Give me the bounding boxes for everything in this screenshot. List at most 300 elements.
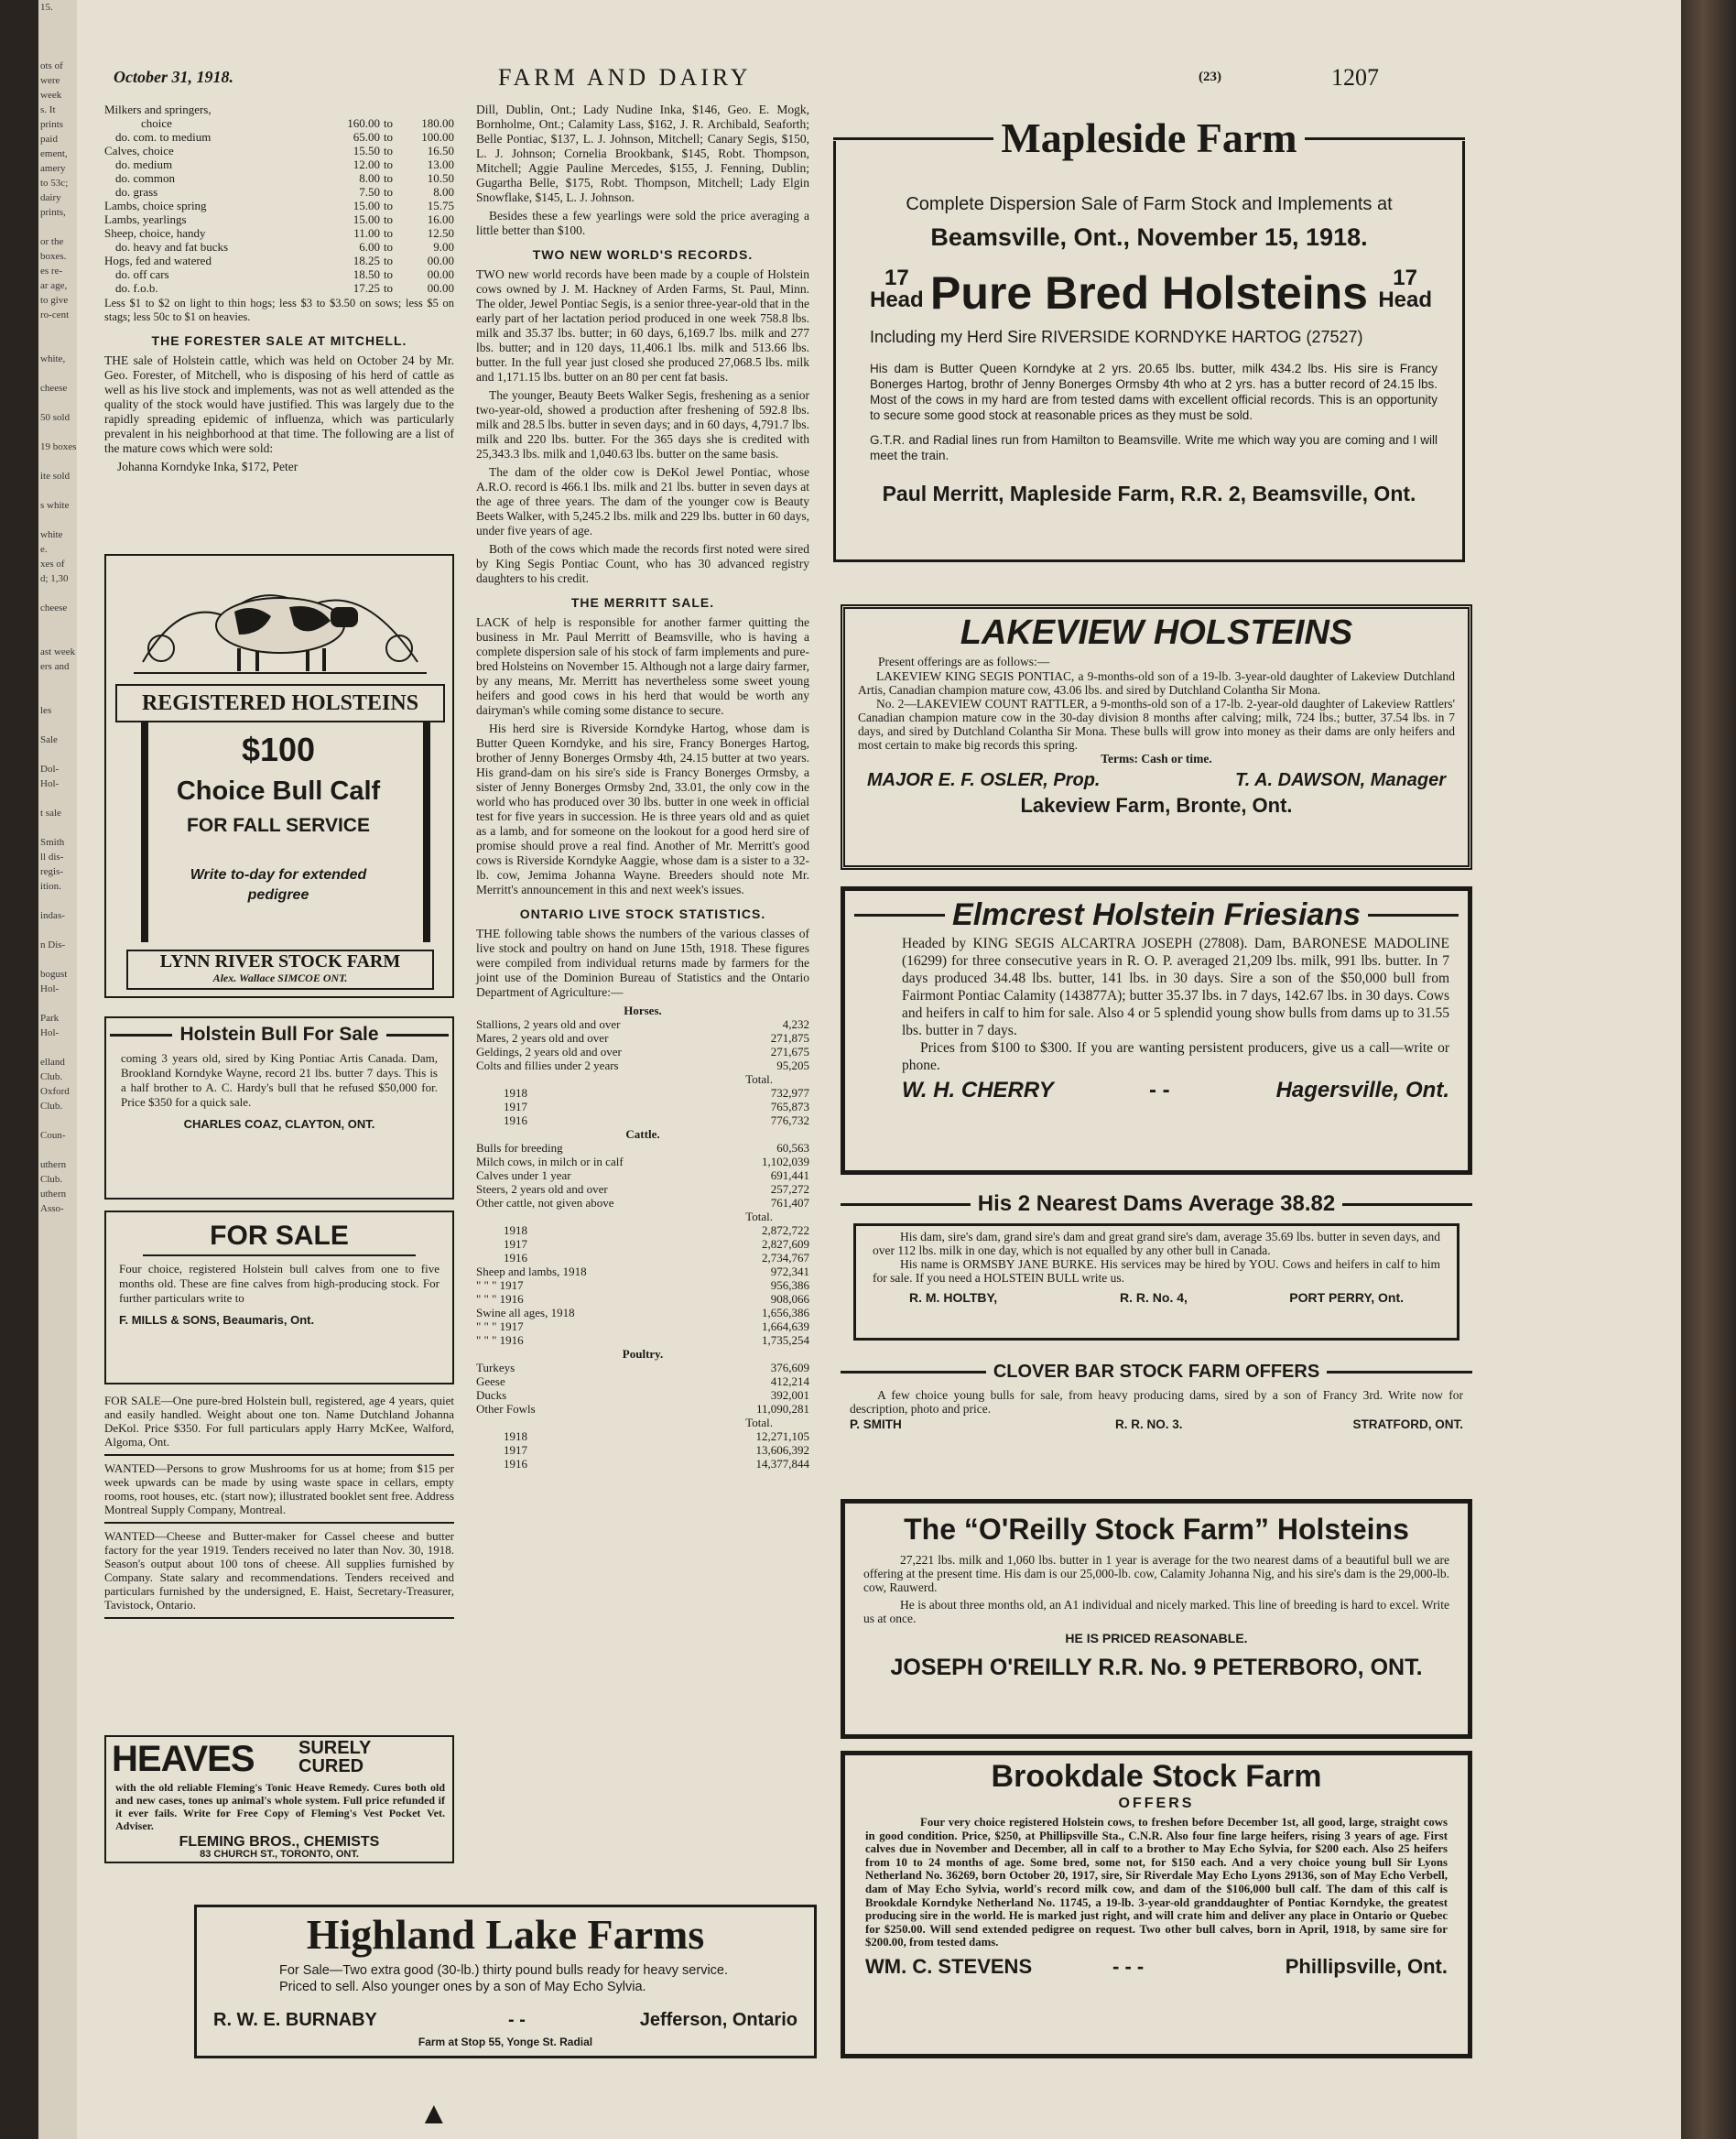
elmcrest-ad <box>841 886 1472 1175</box>
edge-fragment <box>38 894 77 908</box>
stats-value: 392,001 <box>770 1388 809 1402</box>
highland-title: Highland Lake Farms <box>306 1911 705 1958</box>
elmcrest-place: Hagersville, Ont. <box>1275 1078 1449 1102</box>
edge-fragment: Club. <box>40 1174 63 1185</box>
stats-value: 257,272 <box>770 1182 809 1196</box>
clover-title-row <box>841 1359 1472 1384</box>
stats-value: 761,407 <box>770 1196 809 1210</box>
edge-fragment: Smith <box>40 837 65 848</box>
edge-fragment: cheese <box>40 603 68 613</box>
stats-label: Horses. <box>624 1004 662 1017</box>
oreilly-body2: He is about three months old, an A1 individual and nicely marked. This line of breeding is hard to excel. Write us at once. <box>863 1598 1449 1625</box>
highland-ad <box>194 1905 817 2058</box>
stats-value: 95,205 <box>776 1059 809 1072</box>
clover-place: STRATFORD, ONT. <box>1352 1417 1463 1431</box>
coaz-ad <box>104 1016 454 1200</box>
edge-fragment <box>38 220 77 234</box>
stats-label: 1917 <box>504 1100 527 1113</box>
forester-body: THE sale of Holstein cattle, which was held on October 24 by Mr. Geo. Forester, of Mitchell, who is disposing of his herd of cattle as well as his live stock and implements, was not as well attended as the quality of the stock would have justified. This was largely due to the rapidly spreading epidemic of influenza, which was particularly prevalent in his neighborhood at that time. The following are a list of the mature cows which were sold: <box>104 353 454 455</box>
stats-row <box>476 1182 809 1196</box>
stats-row <box>476 1306 809 1319</box>
market-label: choice <box>141 116 172 130</box>
livestock-stats-table <box>476 1004 809 1471</box>
heaves-body: with the old reliable Fleming's Tonic Heave Remedy. Cures both old and new cases, tones up animal's whole system. Full price refunded if it ever fails. Write for Free Copy of Fleming's Vest Pocket Vet. Adviser. <box>115 1781 445 1832</box>
market-label: Milkers and springers, <box>104 103 212 116</box>
market-high: 00.00 <box>427 267 454 281</box>
edge-fragment <box>38 366 77 381</box>
lakeview-manager: T. A. DAWSON, Manager <box>1234 770 1446 790</box>
page-header <box>114 64 1542 92</box>
stats-row <box>476 1223 809 1237</box>
edge-fragment <box>38 1040 77 1055</box>
elmcrest-signature-row <box>902 1078 1449 1105</box>
holtby-frame <box>853 1223 1459 1341</box>
edge-fragment: ro-cent <box>40 309 70 320</box>
stats-label: Steers, 2 years old and over <box>476 1182 608 1196</box>
edge-fragment: uthern <box>40 1189 67 1200</box>
market-label: Calves, choice <box>104 144 174 157</box>
market-high: 10.50 <box>427 171 454 185</box>
column-2 <box>476 103 809 1471</box>
stats-label: Total. <box>745 1210 773 1223</box>
edge-fragment: paid <box>40 134 58 145</box>
stats-value: 14,377,844 <box>755 1457 809 1471</box>
edge-fragment: Hol- <box>40 778 60 789</box>
stats-label: Geldings, 2 years old and over <box>476 1045 622 1059</box>
market-low: 12.00 <box>353 157 380 171</box>
holtby-body2: His name is ORMSBY JANE BURKE. His services may be hired by YOU. Cows and heifers in calf to him for sale. If you need a HOLSTEIN BULL write us. <box>873 1257 1440 1285</box>
stats-row <box>476 1443 809 1457</box>
stats-row <box>476 1251 809 1265</box>
mapleside-body2: G.T.R. and Radial lines run from Hamilton to Beamsville. Write me which way you are coming and I will meet the train. <box>870 433 1438 462</box>
edge-fragment: uthern <box>40 1159 67 1170</box>
stats-value: 13,606,392 <box>755 1443 809 1457</box>
stats-row <box>476 1196 809 1210</box>
edge-fragment: Hol- <box>40 983 60 994</box>
stats-row <box>476 1141 809 1155</box>
edge-fragment <box>38 791 77 806</box>
section-page-code: (23) <box>1199 70 1221 84</box>
stats-label: 1917 <box>504 1443 527 1457</box>
market-low: 15.50 <box>353 144 380 157</box>
stats-row <box>476 1113 809 1127</box>
edge-fragment <box>38 425 77 440</box>
stats-label: 1917 <box>504 1237 527 1251</box>
coaz-title-text: Holstein Bull For Sale <box>179 1024 379 1045</box>
stats-label: Sheep and lambs, 1918 <box>476 1265 587 1278</box>
mapleside-incl: Including my Herd Sire RIVERSIDE KORNDYKE HARTOG (27527) <box>870 328 1363 346</box>
edge-fragment: Hol- <box>40 1027 60 1038</box>
brookdale-body: Four very choice registered Holstein cows, to freshen before December 1st, all good, large, straight cows in good condition. Price, $250, at Phillipsville Sta., C.N.R. Also four fine large heifers, rising 3 years of age. First calves due in November and December, all in calf to a brother to May Echo Sylvia, for $200 each. Also 25 heifers from 10 to 24 months of age. Some bred, some not, for $150 each. And a very choice young bull Sir Lyons Netherland No. 36269, born October 20, 1917, sire, Sir Riverdale May Echo Lyons 29136, son of May Echo Verbell, dam of May Echo Sylvia, world's record milk cow, and dam of the $106,000 bull calf. The dam of this calf is Brookdale Korndyke Netherland No. 11745, a 19-lb. 3-year-old granddaughter of Pontiac Korndyke, the greatest producing sire in the world. He is marked just right, and will crate him and deliver any place in Ontario or Quebec for $250.00. Will send extended pedigree on request. Two other bull calves, born in April, 1918, by same sire for $200.00, from tested dams. <box>865 1816 1448 1949</box>
market-high: 13.00 <box>427 157 454 171</box>
holtby-place: PORT PERRY, Ont. <box>1289 1290 1404 1305</box>
edge-fragment: s. It <box>40 104 56 115</box>
stats-label: 1918 <box>504 1086 527 1100</box>
edge-fragment <box>38 396 77 410</box>
clover-ad <box>841 1359 1472 1460</box>
edge-fragment: cheese <box>40 383 68 394</box>
brookdale-owner: WM. C. STEVENS <box>865 1954 1033 1978</box>
edge-fragment <box>38 44 77 59</box>
stats-row <box>476 1155 809 1168</box>
stats-value: 376,609 <box>770 1361 809 1374</box>
stats-row <box>476 1319 809 1333</box>
edge-fragment: to give <box>40 295 69 306</box>
edge-fragment: ite sold <box>40 471 71 482</box>
stats-value: 1,664,639 <box>762 1319 809 1333</box>
cow-illustration-icon <box>125 561 436 680</box>
edge-fragment <box>38 322 77 337</box>
market-row <box>104 171 454 185</box>
brookdale-place: Phillipsville, Ont. <box>1285 1954 1448 1978</box>
lakeview-signatures <box>858 768 1455 792</box>
stats-row <box>476 1072 809 1086</box>
stats-row <box>476 1347 809 1361</box>
market-row <box>104 199 454 212</box>
market-low: 15.00 <box>353 199 380 212</box>
edge-fragment: Sale <box>40 734 58 745</box>
holtby-sig-row <box>873 1290 1440 1307</box>
edge-fragment <box>38 996 77 1011</box>
stats-label: Total. <box>745 1072 773 1086</box>
edge-fragment <box>38 586 77 601</box>
edge-fragment <box>38 747 77 762</box>
market-label: Hogs, fed and watered <box>104 254 212 267</box>
market-label: Sheep, choice, handy <box>104 226 206 240</box>
edge-fragment <box>38 1143 77 1157</box>
mills-body: Four choice, registered Holstein bull calves from one to five months old. These are fine calves from high-producing stock. For further particulars write to <box>119 1262 439 1305</box>
market-row <box>104 281 454 295</box>
market-low <box>322 103 380 116</box>
forester-heading: THE FORESTER SALE AT MITCHELL. <box>151 333 407 348</box>
market-to: to <box>383 267 394 281</box>
forester-yearlings: Besides these a few yearlings were sold the price averaging a little better than $100. <box>476 209 809 237</box>
edge-fragment: to 53c; <box>40 178 69 189</box>
edge-fragment: amery <box>40 163 66 174</box>
oreilly-body: 27,221 lbs. milk and 1,060 lbs. butter in 1 year is average for the two nearest dams of a beautiful bull we are offering at the present time. His dam is our 25,000-lb. cow, Calamity Johanna Nig, and his sire's dam is the 29,000-lb. cow, Rauwerd. <box>863 1553 1449 1594</box>
market-row <box>104 240 454 254</box>
edge-fragment: Club. <box>40 1101 63 1112</box>
market-low: 11.00 <box>353 226 380 240</box>
market-row <box>104 130 454 144</box>
ad-line-1: Choice Bull Calf <box>176 776 381 806</box>
mills-title: FOR SALE <box>143 1218 416 1256</box>
edge-fragment: prints <box>40 119 64 130</box>
market-to: to <box>383 116 394 130</box>
stats-value: 908,066 <box>770 1292 809 1306</box>
stats-label: 1918 <box>504 1223 527 1237</box>
elmcrest-body: Headed by KING SEGIS ALCARTRA JOSEPH (27808). Dam, BARONESE MADOLINE (16299) for three consecutive years in R. O. P. averaged 21,209 lbs. milk, 991 lbs. butter. In 7 days produced 34.48 lbs. butter, 141 lbs. in 30 days. Sire a son of the $50,000 bull from Fairmont Pontiac Calamity (143877A); butter 35.37 lbs. in 7 days, 142.67 lbs. in 30 days. Cows and heifers in calf to him for sale. Also 4 or 5 splendid young show bulls from dams up to 31.55 lbs. butter in 7 days. <box>902 936 1449 1038</box>
heaves-cured: CURED <box>298 1756 364 1776</box>
edge-fragment: Oxford <box>40 1086 70 1097</box>
stats-row <box>476 1457 809 1471</box>
elmcrest-owner: W. H. CHERRY <box>902 1078 1054 1102</box>
brookdale-offers: OFFERS <box>1118 1796 1195 1811</box>
edge-fragment: Park <box>40 1013 60 1024</box>
market-row <box>104 116 454 130</box>
market-low: 6.00 <box>359 240 380 254</box>
count-head: Head <box>1378 288 1432 312</box>
highland-owner: R. W. E. BURNABY <box>213 2010 377 2030</box>
stats-label: 1918 <box>504 1429 527 1443</box>
stats-row <box>476 1361 809 1374</box>
stats-label: Calves under 1 year <box>476 1168 571 1182</box>
clover-body: A few choice young bulls for sale, from heavy producing dams, sired by a son of Francy 3rd. Write now for description, photo and price. <box>850 1388 1463 1416</box>
edge-fragment <box>38 820 77 835</box>
market-to: to <box>383 171 394 185</box>
coaz-signature: CHARLES COAZ, CLAYTON, ONT. <box>183 1117 375 1131</box>
edge-fragment: s white <box>40 500 70 511</box>
edge-fragment <box>38 1113 77 1128</box>
brookdale-sig-row <box>865 1955 1448 1982</box>
oreilly-ad <box>841 1499 1472 1739</box>
ad-farm-name: LYNN RIVER STOCK FARM <box>159 951 401 972</box>
market-label: Lambs, yearlings <box>104 212 187 226</box>
edge-fragment: indas- <box>40 910 65 921</box>
market-low: 15.00 <box>353 212 380 226</box>
count-head: Head <box>870 288 924 312</box>
merritt-p1: LACK of help is responsible for another farmer quitting the business in Mr. Paul Merritt of Beamsville, who is having a complete dispersion sale of his stock of farm implements and pure-bred Holsteins on November 15. Although not a large dairy farmer, by any means, Mr. Merritt has nevertheless some sweet young heifers and good cows in his herd that would be worth any dairyman's while coming some distance to secure. <box>476 615 809 717</box>
market-low: 17.25 <box>353 281 380 295</box>
market-high: 8.00 <box>433 185 454 199</box>
edge-fragment: ition. <box>40 881 61 892</box>
market-label: do. medium <box>115 157 173 171</box>
lakeview-farm: Lakeview Farm, Bronte, Ont. <box>1020 794 1293 817</box>
lakeview-body2: No. 2—LAKEVIEW COUNT RATTLER, a 9-months-old son of a 17-lb. 2-year-old daughter of Lakeview Rattlers' Canadian champion mature cow in the 30-day division 8 months after calving; milk, 724 lbs.; butter, 37.54 lbs. in 7 days, and sired by Dutchland Colantha Sir Mona. These bulls will grow into money as their dams are only heifers and most certain to make big records this spring. <box>858 697 1455 752</box>
stats-value: 1,102,039 <box>762 1155 809 1168</box>
mapleside-ad <box>833 108 1465 566</box>
edge-fragment: Club. <box>40 1071 63 1082</box>
mapleside-title: Mapleside Farm <box>1001 114 1297 161</box>
market-to: to <box>383 212 394 226</box>
stats-label: Total. <box>745 1416 773 1429</box>
edge-fragment: 19 boxes <box>40 441 77 452</box>
elmcrest-title-row <box>854 895 1459 935</box>
records-p4: Both of the cows which made the records first noted were sired by King Segis Pontiac Count, who has 30 advanced registry daughters to his credit. <box>476 542 809 585</box>
market-to: to <box>383 226 394 240</box>
edge-fragment: Dol- <box>40 764 60 775</box>
clover-title: CLOVER BAR STOCK FARM OFFERS <box>993 1362 1320 1382</box>
clover-sig-row <box>850 1417 1463 1434</box>
classified-ad: WANTED—Persons to grow Mushrooms for us at home; from $15 per week upwards can be made by using waste space in cellars, empty rooms, root houses, etc. (start now); illustrated booklet sent free. Address Montreal Supply Company, Montreal. <box>104 1460 454 1524</box>
stats-value: 2,872,722 <box>762 1223 809 1237</box>
stats-value: 765,873 <box>770 1100 809 1113</box>
edge-fragment <box>38 15 77 29</box>
lakeview-terms: Terms: Cash or time. <box>1101 752 1212 765</box>
stats-row <box>476 1292 809 1306</box>
records-p2: The younger, Beauty Beets Walker Segis, freshening as a senior two-year-old, showed a production after freshening of 592.8 lbs. milk and 28.5 lbs. butter in seven days; and in 60 days, 4,791.7 lbs. milk and 220 lbs. butter. For the 365 days she is credited with 25,343.3 lbs. milk and 1,040.63 lbs. butter on the same basis. <box>476 388 809 461</box>
count-number: 17 <box>884 266 909 290</box>
adjacent-page-edge <box>38 0 77 2139</box>
stats-row <box>476 1127 809 1141</box>
stats-row <box>476 1100 809 1113</box>
edge-fragment: ar age, <box>40 280 68 291</box>
stats-label: Geese <box>476 1374 505 1388</box>
market-high <box>396 103 454 116</box>
stats-row <box>476 1388 809 1402</box>
market-low: 65.00 <box>353 130 380 144</box>
edge-fragment <box>38 718 77 733</box>
highland-foot: Farm at Stop 55, Yonge St. Radial <box>418 2036 593 2048</box>
market-to: to <box>383 130 394 144</box>
stats-row <box>476 1004 809 1017</box>
market-label: do. com. to medium <box>115 130 212 144</box>
lakeview-title: LAKEVIEW HOLSTEINS <box>960 613 1353 652</box>
edge-fragment <box>38 674 77 689</box>
stats-label: Ducks <box>476 1388 507 1402</box>
market-to: to <box>383 199 394 212</box>
merritt-p2: His herd sire is Riverside Korndyke Hartog, whose dam is Butter Queen Korndyke, and his sire, Francy Bonerges Hartog, brother of Jenny Bonerges Ormsby 4th, 24.15 butter at two years. His grand-dam on his sire's side is Francy Bonerges Ormsby, a sister of Jenny Bonerges Ormsby 2nd, 33.01, the only cow in the world who has produced over 30 lbs. butter in one week in official test for five years in succession. He is three years old and as quiet as a lamb, and for someone on the lookout for a good herd sire of promise should prove a real find. Another of Mr. Merritt's good cows is Riverside Korndyke Aaggie, whose dam is a sister to a 32-lb. cow, Jemima Johanna Wayne. Breeders should note Mr. Merritt's announcement in this and next week's issues. <box>476 722 809 896</box>
stats-value: 4,232 <box>782 1017 809 1031</box>
stats-label: Colts and fillies under 2 years <box>476 1059 619 1072</box>
stats-label: Other Fowls <box>476 1402 536 1416</box>
newspaper-page <box>38 0 1694 2139</box>
ad-farm-sub: Alex. Wallace SIMCOE ONT. <box>212 972 348 984</box>
page-number: 1207 <box>1331 64 1379 91</box>
stats-row <box>476 1059 809 1072</box>
edge-fragment <box>38 615 77 630</box>
market-to: to <box>383 281 394 295</box>
stats-value: 1,735,254 <box>762 1333 809 1347</box>
ad-banner: REGISTERED HOLSTEINS <box>115 684 445 722</box>
book-binding <box>1681 0 1736 2139</box>
edge-fragment <box>38 454 77 469</box>
ontario-p1: THE following table shows the numbers of the various classes of live stock and poultry on hand on June 15th, 1918. These figures were compiled from individual returns made by farmers for the joint use of the Dominion Bureau of Statistics and the Ontario Department of Agriculture:— <box>476 927 809 999</box>
lakeview-prop: MAJOR E. F. OSLER, Prop. <box>867 770 1101 790</box>
stats-label: " " " 1917 <box>476 1278 524 1292</box>
heaves-ad <box>104 1735 454 1863</box>
stats-row <box>476 1045 809 1059</box>
stats-label: Milch cows, in milch or in calf <box>476 1155 624 1168</box>
market-low: 8.00 <box>359 171 380 185</box>
edge-fragment: ll dis- <box>40 852 64 863</box>
market-row <box>104 226 454 240</box>
forester-continued: Dill, Dublin, Ont.; Lady Nudine Inka, $146, Geo. E. Mogk, Bornholme, Ont.; Calamity Lass, $162, J. R. Archibald, Seaforth; Belle Pontiac, $137, L. J. Johnson, Mitchell; Canary Segis, $150, L. J. Johnson; Cornelia Brookbank, $145, Robt. Thompson, Mitchell; Aggie Pauline Mercedes, $155, J. Fenning, Dublin; Gugartha Belle, $175, Robt. Thompson, Mitchell; Lady Elgin Snowflake, $145, L. J. Johnson. <box>476 103 809 204</box>
brookdale-ad <box>841 1751 1472 2058</box>
elmcrest-body2: Prices from $100 to $300. If you are wanting persistent producers, give us a call—write or phone. <box>902 1040 1449 1073</box>
edge-fragment <box>38 483 77 498</box>
edge-fragment <box>38 513 77 527</box>
mapleside-sub: Complete Dispersion Sale of Farm Stock and Implements at <box>906 194 1393 214</box>
stats-label: Swine all ages, 1918 <box>476 1306 575 1319</box>
stats-value: 271,875 <box>770 1031 809 1045</box>
stats-label: Bulls for breeding <box>476 1141 563 1155</box>
stats-value: 412,214 <box>770 1374 809 1388</box>
ontario-heading: ONTARIO LIVE STOCK STATISTICS. <box>519 907 766 921</box>
edge-fragment: regis- <box>40 866 64 877</box>
stats-label: " " " 1916 <box>476 1292 524 1306</box>
edge-fragment: white <box>40 529 63 540</box>
holtby-name: R. M. HOLTBY, <box>909 1290 998 1305</box>
market-row <box>104 157 454 171</box>
market-row <box>104 103 454 116</box>
forester-first-cow: Johanna Korndyke Inka, $172, Peter <box>117 460 298 473</box>
ad-farm-plaque <box>126 950 434 990</box>
market-label: do. f.o.b. <box>115 281 158 295</box>
edge-fragment: ast week <box>40 646 76 657</box>
edge-fragment <box>38 630 77 645</box>
stats-row <box>476 1416 809 1429</box>
stats-row <box>476 1017 809 1031</box>
market-to <box>380 103 396 116</box>
edge-fragment <box>38 29 77 44</box>
edge-fragment: week <box>40 90 62 101</box>
elmcrest-title: Elmcrest Holstein Friesians <box>952 897 1361 932</box>
stats-value: 2,827,609 <box>762 1237 809 1251</box>
stats-value: 60,563 <box>776 1141 809 1155</box>
holtby-rr: R. R. No. 4, <box>1120 1290 1188 1305</box>
edge-fragment <box>38 337 77 352</box>
lakeview-ad <box>841 604 1472 870</box>
market-high: 12.50 <box>427 226 454 240</box>
classified-ad: FOR SALE—One pure-bred Holstein bull, registered, age 4 years, quiet and easily handled. Weight about one ton. Name Dutchland Johanna DeKol. Price $350. For full particulars apply Harry McKee, Walford, Algoma, Ont. <box>104 1392 454 1456</box>
edge-fragment: Coun- <box>40 1130 66 1141</box>
merritt-heading: THE MERRITT SALE. <box>570 595 715 610</box>
classifieds <box>104 1392 454 1623</box>
market-high: 9.00 <box>433 240 454 254</box>
lynn-river-ad <box>104 554 454 998</box>
mapleside-place: Beamsville, Ont., November 15, 1918. <box>930 223 1368 251</box>
market-row <box>104 212 454 226</box>
stats-row <box>476 1333 809 1347</box>
stats-label: Turkeys <box>476 1361 515 1374</box>
market-label: do. grass <box>115 185 158 199</box>
oreilly-title: The “O'Reilly Stock Farm” Holsteins <box>904 1513 1409 1546</box>
market-label: Lambs, choice spring <box>104 199 207 212</box>
brookdale-dash: - - - <box>1112 1954 1145 1978</box>
market-low: 7.50 <box>359 185 380 199</box>
stats-value: 2,734,767 <box>762 1251 809 1265</box>
coaz-title <box>110 1024 449 1046</box>
stats-row <box>476 1031 809 1045</box>
stats-label: Other cattle, not given above <box>476 1196 614 1210</box>
edge-fragment: or the <box>40 236 64 247</box>
edge-fragment: prints, <box>40 207 66 218</box>
market-row <box>104 267 454 281</box>
coaz-body: coming 3 years old, sired by King Pontiac Artis Canada. Dam, Brookland Korndyke Wayne, record 21 lbs. butter 7 days. This is a half brother to A. C. Hardy's bull that he refused $50,000 for. Price $350 for a quick sale. <box>121 1051 438 1109</box>
edge-fragment: white, <box>40 353 66 364</box>
edge-fragment: Asso- <box>40 1203 64 1214</box>
stats-row <box>476 1210 809 1223</box>
edge-fragment: t sale <box>40 808 61 819</box>
highland-dash: - - <box>508 2010 526 2030</box>
stats-label: Cattle. <box>625 1127 660 1141</box>
market-to: to <box>383 185 394 199</box>
edge-fragment: es re- <box>40 266 63 277</box>
edge-fragment: were <box>40 75 60 86</box>
mapleside-count-right <box>1378 267 1432 311</box>
oreilly-priced: HE IS PRICED REASONABLE. <box>1065 1631 1248 1645</box>
stats-value: 972,341 <box>770 1265 809 1278</box>
stats-row <box>476 1086 809 1100</box>
market-low: 18.25 <box>353 254 380 267</box>
edge-fragment: les <box>40 705 52 716</box>
stats-value: 12,271,105 <box>755 1429 809 1443</box>
stats-label: Mares, 2 years old and over <box>476 1031 609 1045</box>
stats-label: 1916 <box>504 1113 527 1127</box>
market-table <box>104 103 454 295</box>
market-high: 100.00 <box>421 130 454 144</box>
edge-fragment <box>38 923 77 938</box>
stats-row <box>476 1237 809 1251</box>
edge-fragment <box>38 952 77 967</box>
stats-row <box>476 1278 809 1292</box>
holtby-ad <box>841 1190 1472 1355</box>
market-label: do. heavy and fat bucks <box>115 240 229 254</box>
highland-place: Jefferson, Ontario <box>639 2010 797 2030</box>
stats-label: Stallions, 2 years old and over <box>476 1017 621 1031</box>
mapleside-count-left <box>870 267 924 311</box>
